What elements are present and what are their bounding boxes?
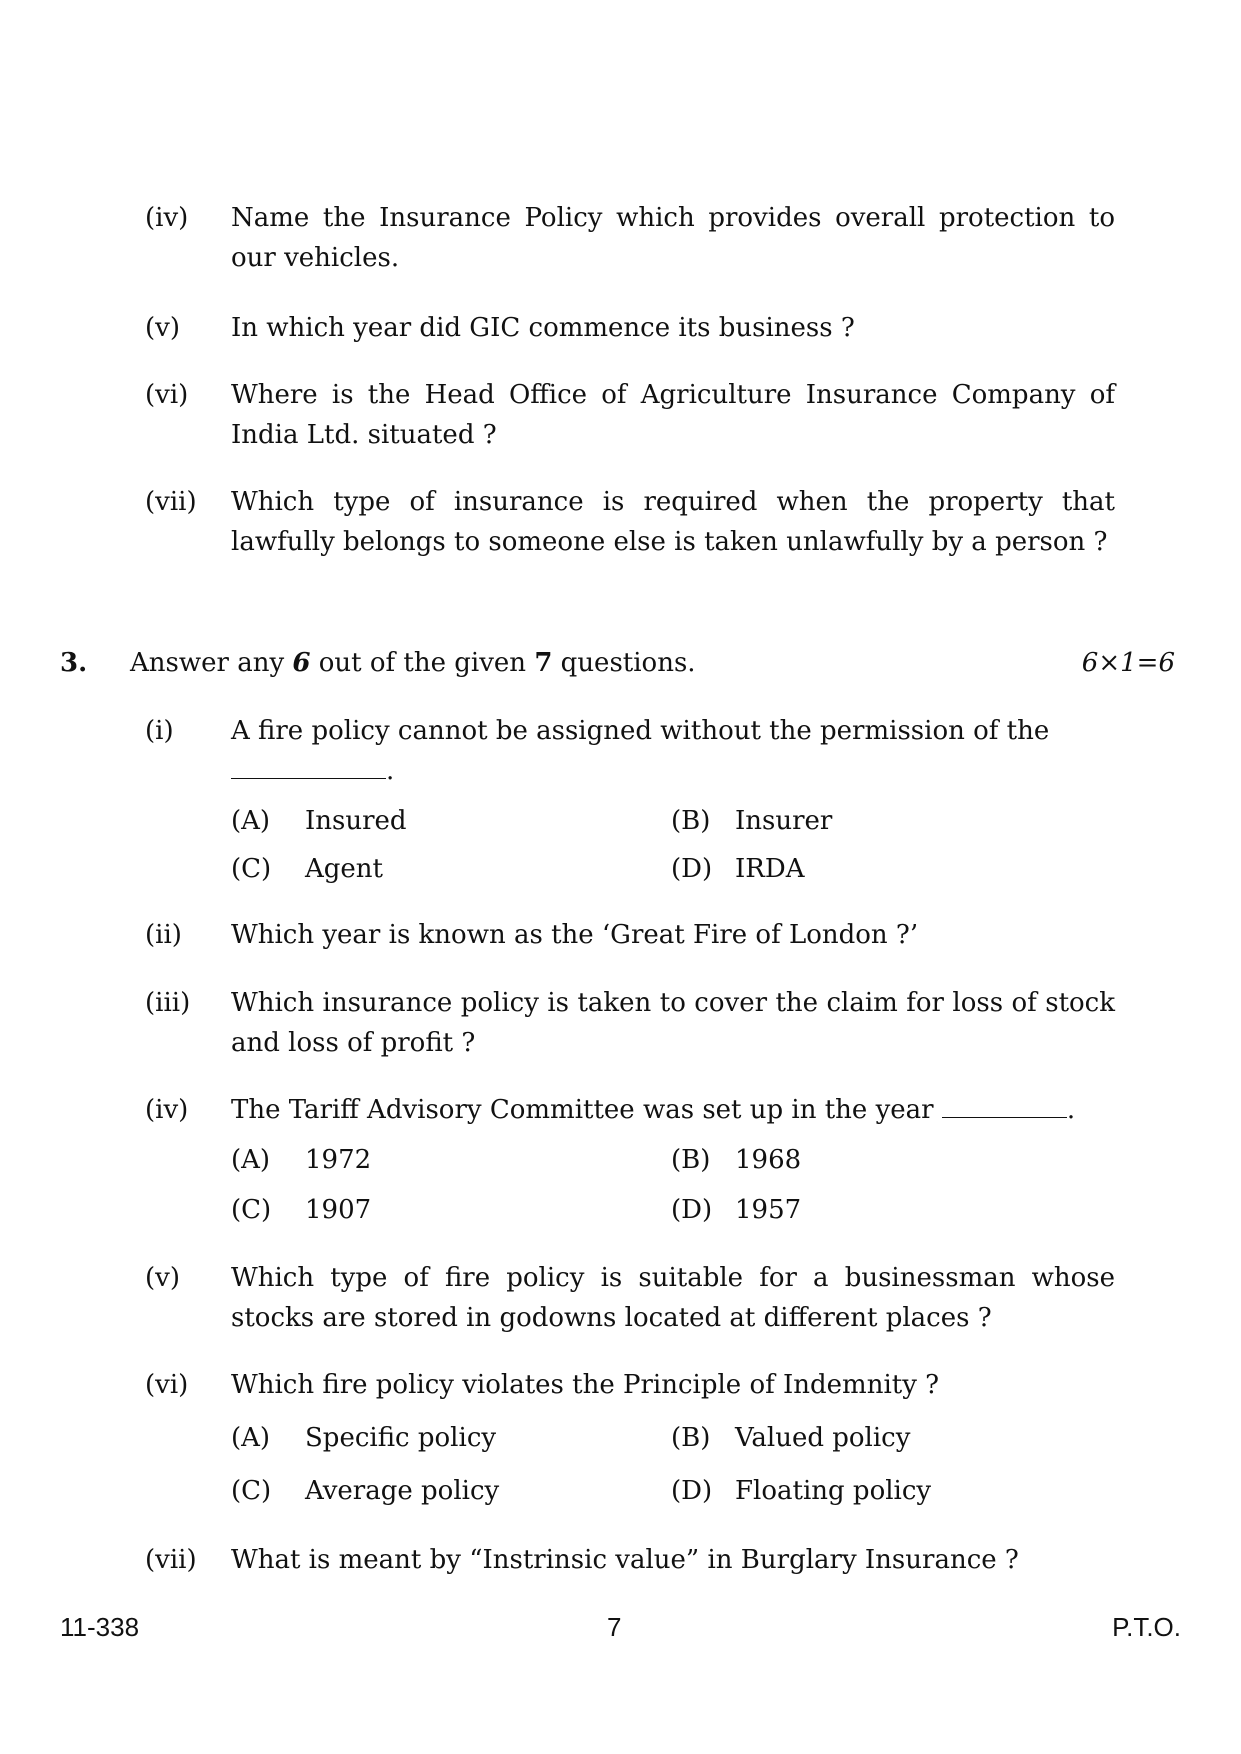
question-text: In which year did GIC commence its business ? — [231, 313, 855, 343]
option-item: (C) Average policy — [231, 1476, 500, 1506]
option-item: (D) 1957 — [671, 1195, 802, 1225]
question-number: (i) — [145, 716, 174, 746]
options-group — [231, 1418, 931, 1512]
question-number: (v) — [145, 313, 180, 343]
option-item: (A) Specific policy — [231, 1423, 497, 1453]
option-item: (B) 1968 — [671, 1145, 802, 1175]
option-item: (B) Insurer — [671, 806, 833, 836]
option-item: (C) 1907 — [231, 1195, 372, 1225]
question-text: Which fire policy violates the Principle of Indemnity ? — [231, 1370, 940, 1400]
paper-code: 11-338 — [60, 1612, 140, 1642]
question-item — [145, 375, 1115, 455]
question-text: Where is the Head Office of Agriculture Insurance Company of India Ltd. situated ? — [231, 380, 1115, 450]
question-item — [145, 482, 1115, 602]
question-number: (iv) — [145, 1095, 189, 1125]
options-group — [231, 1140, 931, 1230]
question-text: Which type of fire policy is suitable for a businessman whose stocks are stored in godowns located at different places ? — [231, 1263, 1115, 1333]
question-text: Which year is known as the ‘Great Fire of London ?’ — [231, 920, 919, 950]
question-number: (vi) — [145, 1370, 189, 1400]
question-number: (vi) — [145, 380, 189, 410]
option-item: (D) IRDA — [671, 854, 805, 884]
question-item — [145, 1540, 1115, 1580]
question-item — [145, 1258, 1115, 1338]
question-item — [145, 1090, 1115, 1130]
question-item — [145, 983, 1115, 1063]
question-item — [145, 308, 1115, 348]
question-number: (v) — [145, 1263, 180, 1293]
question-text: What is meant by “Instrinsic value” in Burglary Insurance ? — [231, 1545, 1019, 1575]
question-number: (iv) — [145, 203, 189, 233]
question-text: Which insurance policy is taken to cover the claim for loss of stock and loss of profit ? — [231, 988, 1115, 1058]
option-item: (B) Valued policy — [671, 1423, 911, 1453]
pto-label: P.T.O. — [1112, 1612, 1181, 1642]
section-number: 3. — [60, 648, 88, 678]
option-item: (A) Insured — [231, 806, 407, 836]
answer-blank — [942, 1091, 1067, 1118]
question-number: (iii) — [145, 988, 191, 1018]
question-text: Which type of insurance is required when the property that lawfully belongs to someone else is taken unlawfully by a person ? — [231, 487, 1115, 557]
question-item — [145, 198, 1115, 278]
option-item: (C) Agent — [231, 854, 383, 884]
option-item: (A) 1972 — [231, 1145, 372, 1175]
question-item — [145, 1365, 1115, 1405]
answer-blank — [231, 752, 386, 779]
question-number: (vii) — [145, 1545, 197, 1575]
page-number: 7 — [607, 1612, 622, 1642]
question-text: A fire policy cannot be assigned without the permission of the . — [231, 716, 1050, 786]
section-marks: 6×1=6 — [1081, 648, 1175, 678]
question-number: (ii) — [145, 920, 182, 950]
question-text: Name the Insurance Policy which provides overall protection to our vehicles. — [231, 203, 1115, 273]
section-header — [60, 643, 1175, 683]
question-item — [145, 915, 1115, 955]
question-text: The Tariff Advisory Committee was set up in the year . — [231, 1090, 1115, 1130]
options-group — [231, 801, 931, 891]
section-instruction: Answer any 6 out of the given 7 questions. — [130, 648, 696, 678]
option-item: (D) Floating policy — [671, 1476, 932, 1506]
question-number: (vii) — [145, 487, 197, 517]
question-item — [145, 711, 1115, 791]
